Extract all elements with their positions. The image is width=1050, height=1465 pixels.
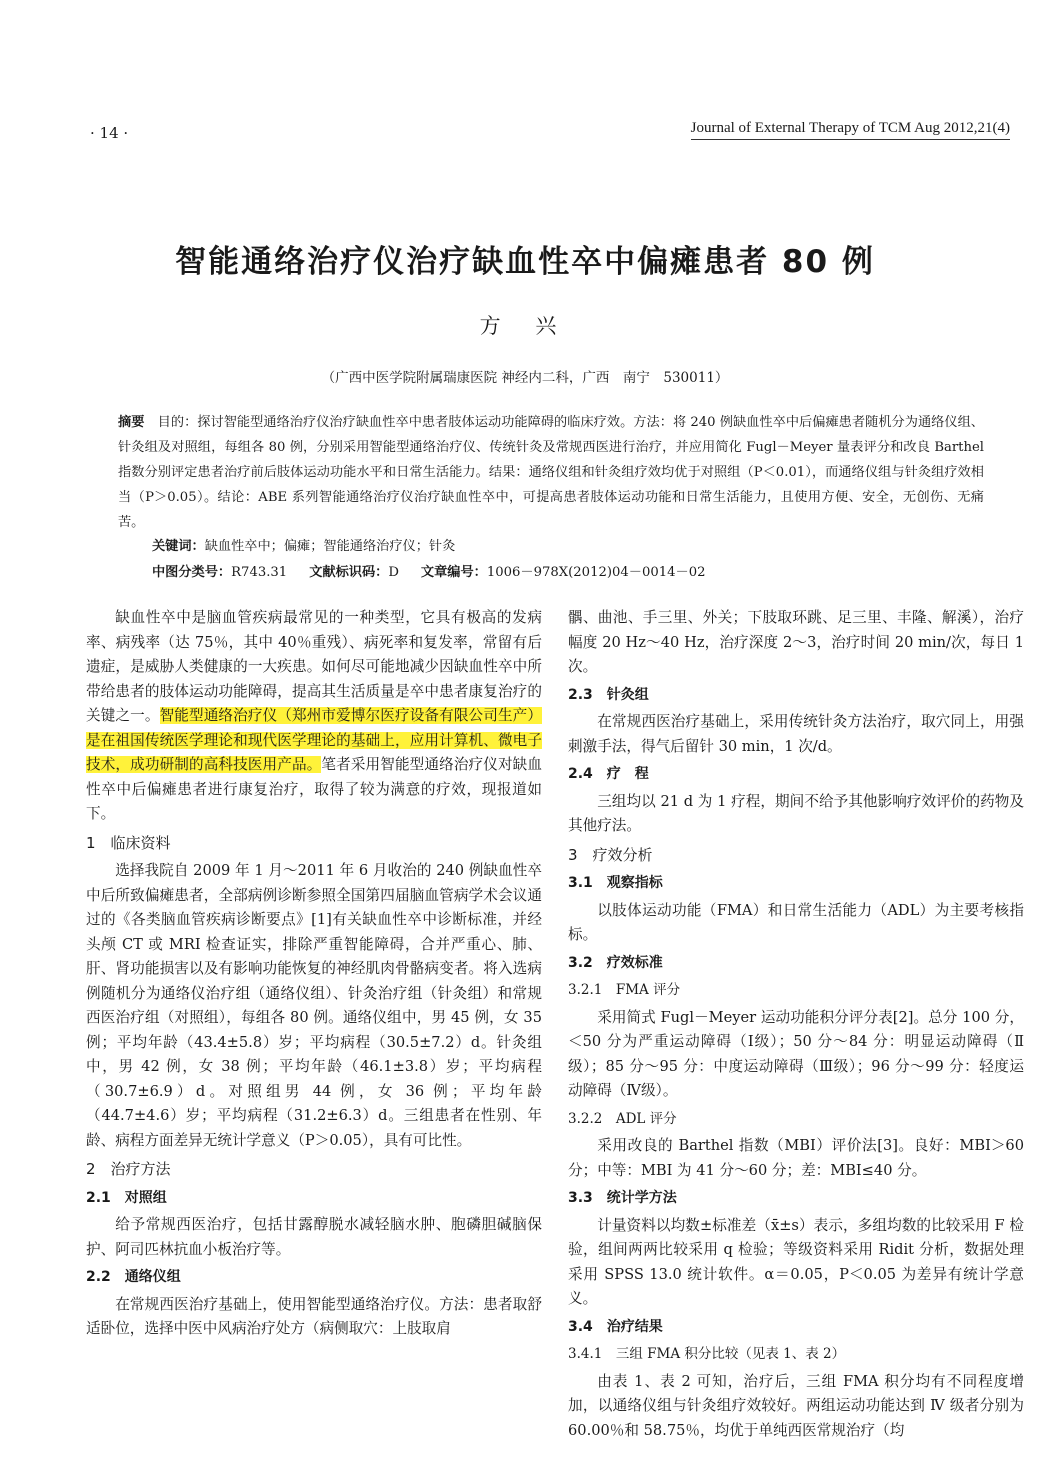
keywords-text: 缺血性卒中；偏瘫；智能通络治疗仪；针灸: [204, 539, 456, 554]
page-number: · 14 ·: [90, 124, 129, 142]
classification-line: [152, 561, 706, 580]
doc-code-label: 文献标识码：: [309, 565, 389, 580]
article-id-value: 1006－978X(2012)04－0014－02: [486, 565, 706, 580]
section-3-2-1-text: 采用简式 Fugl－Meyer 运动功能积分评分表[2]。总分 100 分，＜50 分为严重运动障碍（Ⅰ级）；50 分～84 分：明显运动障碍（Ⅱ级）；85 分～95 分：中度运动障碍（Ⅲ级）；96 分～99 分：轻度运动障碍（Ⅳ级）。: [568, 1008, 1024, 1099]
section-3-2-1-heading: 3.2.1 FMA 评分: [568, 982, 681, 998]
section-3-3-text: 计量资料以均数±标准差（x̄±s）表示，多组均数的比较采用 F 检验，组间两两比较采用 q 检验；等级资料采用 Ridit 分析，数据处理采用 SPSS 13.0 统计软件。α＝0.05，P＜0.05 为差异有统计学意义。: [568, 1216, 1024, 1307]
article-id-label: 文章编号：: [420, 565, 487, 580]
section-3-1-heading: 3.1 观察指标: [568, 875, 663, 891]
journal-header: Journal of External Therapy of TCM Aug 2012,21(4): [691, 120, 1010, 140]
section-2-4-text: 三组均以 21 d 为 1 疗程，期间不给予其他影响疗效评价的药物及其他疗法。: [568, 792, 1024, 834]
section-3-4-heading: 3.4 治疗结果: [568, 1318, 663, 1335]
intro-paragraph: [86, 606, 542, 827]
section-2-4-heading: 2.4 疗 程: [568, 766, 649, 782]
article-title: 智能通络治疗仪治疗缺血性卒中偏瘫患者 80 例: [175, 244, 875, 280]
section-3-4-1-text: 由表 1、表 2 可知，治疗后，三组 FMA 积分均有不同程度增加，以通络仪组与针灸组疗效较好。两组运动功能达到 Ⅳ 级者分别为 60.00％和 58.75％，均优于单纯西医常规治疗（均: [568, 1372, 1024, 1439]
section-3-1-text: 以肢体运动功能（FMA）和日常生活能力（ADL）为主要考核指标。: [568, 901, 1024, 943]
section-2-1-text: 给予常规西医治疗，包括甘露醇脱水减轻脑水肿、胞磷胆碱脑保护、阿司匹林抗血小板治疗等。: [86, 1216, 542, 1258]
section-2-heading: 2 治疗方法: [86, 1160, 171, 1178]
abstract-text: 目的：探讨智能型通络治疗仪治疗缺血性卒中患者肢体运动功能障碍的临床疗效。方法：将 240 例缺血性卒中后偏瘫患者随机分为通络仪组、针灸组及对照组，每组各 80 例，分别采用智能型通络治疗仪、传统针灸及常规西医进行治疗，并应用简化 Fugl－Meyer 量表评分和改良 Barthel 指数分别评定患者治疗前后肢体运动功能水平和日常生活能力。结果：通络仪组和针灸组疗效均优于对照组（P＜0.01），而通络仪组与针灸组疗效相当（P＞0.05）。结论：ABE 系列智能通络治疗仪治疗缺血性卒中，可提高患者肢体运动功能和日常生活能力，且使用方便、安全，无创伤、无痛苦。: [118, 415, 984, 530]
section-2-3-heading: 2.3 针灸组: [568, 686, 649, 703]
section-1-text: 选择我院自 2009 年 1 月～2011 年 6 月收治的 240 例缺血性卒中后所致偏瘫患者，全部病例诊断参照全国第四届脑血管病学术会议通过的《各类脑血管疾病诊断要点》[1]有关缺血性卒中诊断标准，并经头颅 CT 或 MRI 检查证实，排除严重智能障碍，合并严重心、肺、肝、肾功能损害以及有影响功能恢复的神经肌肉骨骼病变者。将入选病例随机分为通络仪治疗组（通络仪组）、针灸治疗组（针灸组）和常规西医治疗组（对照组），每组各 80 例。通络仪组中，男 45 例，女 35 例；平均年龄（43.4±5.8）岁；平均病程（30.5±7.2）d。针灸组中，男 42 例，女 38 例；平均年龄（46.1±3.8）岁；平均病程（30.7±6.9）d。对照组男 44 例，女 36 例；平均年龄（44.7±4.6）岁；平均病程（31.2±6.3）d。三组患者在性别、年龄、病程方面差异无统计学意义（P＞0.05），具有可比性。: [86, 862, 542, 1149]
keywords-label: 关键词：: [152, 539, 205, 554]
intro-text-1: 缺血性卒中是脑血管疾病最常见的一种类型，它具有极高的发病率、病残率（达 75％，其中 40％重残）、病死率和复发率，常留有后遗症，是威胁人类健康的一大疾患。如何尽可能地减少因缺血性卒中所带给患者的肢体运动功能障碍，提高其生活质量是卒中患者康复治疗的关键之一。: [86, 609, 542, 724]
section-3-heading: 3 疗效分析: [568, 845, 653, 864]
doc-code-value: D: [388, 565, 399, 580]
section-2-2-text: 在常规西医治疗基础上，使用智能型通络治疗仪。方法：患者取舒适卧位，选择中医中风病治疗处方（病侧取穴：上肢取肩: [86, 1295, 542, 1337]
section-2-2-heading: 2.2 通络仪组: [86, 1269, 181, 1285]
left-column: [86, 606, 542, 1342]
section-3-4-1-heading: 3.4.1 三组 FMA 积分比较（见表 1、表 2）: [568, 1346, 846, 1362]
author: 方 兴: [479, 314, 571, 338]
section-3-2-2-heading: 3.2.2 ADL 评分: [568, 1110, 677, 1127]
keywords: [152, 535, 455, 554]
abstract: [118, 410, 984, 535]
section-3-2-heading: 3.2 疗效标准: [568, 954, 663, 971]
clc-value: R743.31: [231, 565, 288, 580]
section-1-heading: 1 临床资料: [86, 833, 171, 852]
intro-highlight: 智能型通络治疗仪（郑州市爱博尔医疗设备有限公司生产）是在祖国传统医学理论和现代医学理论的基础上，应用计算机、微电子技术，成功研制的高科技医用产品。: [86, 707, 542, 773]
affiliation: （广西中医学院附属瑞康医院 神经内二科，广西 南宁 530011）: [321, 370, 729, 386]
section-2-3-text: 在常规西医治疗基础上，采用传统针灸方法治疗，取穴同上，用强刺激手法，得气后留针 30 min，1 次/d。: [568, 713, 1024, 755]
section-3-3-heading: 3.3 统计学方法: [568, 1190, 677, 1206]
section-2-1-heading: 2.1 对照组: [86, 1189, 167, 1206]
abstract-label: 摘要: [118, 415, 145, 430]
right-column: [568, 606, 1024, 1443]
clc-label: 中图分类号：: [152, 565, 232, 580]
intro-text-2: 笔者采用智能型通络治疗仪对缺血性卒中后偏瘫患者进行康复治疗，取得了较为满意的疗效，现报道如下。: [86, 756, 542, 822]
continued-text: 髃、曲池、手三里、外关；下肢取环跳、足三里、丰隆、解溪），治疗幅度 20 Hz～40 Hz，治疗深度 2～3，治疗时间 20 min/次，每日 1 次。: [568, 609, 1024, 675]
section-3-2-2-text: 采用改良的 Barthel 指数（MBI）评价法[3]。良好：MBI＞60 分；中等：MBI 为 41 分～60 分；差：MBI≤40 分。: [568, 1137, 1024, 1179]
